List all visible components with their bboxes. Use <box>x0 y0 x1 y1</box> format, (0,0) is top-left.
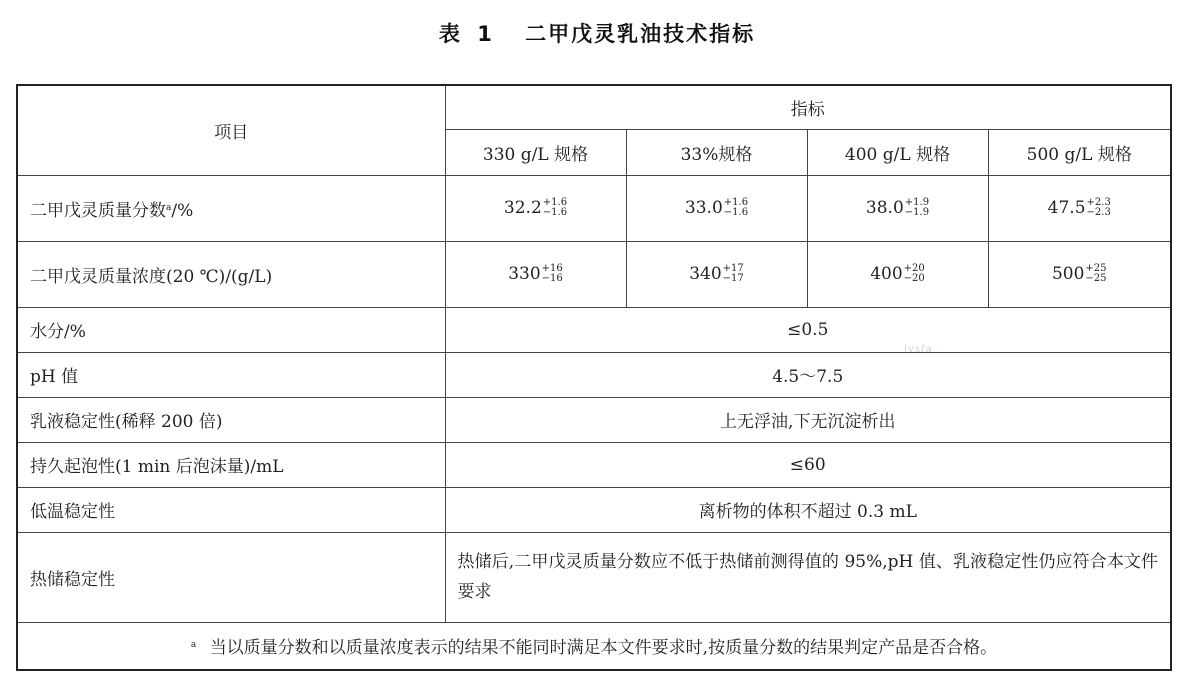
merged-value-cell: ≤60 <box>445 442 1171 487</box>
merged-value-cell: 4.5～7.5 <box>445 352 1171 397</box>
tolerance-plus: +1.6 <box>542 197 568 209</box>
value-base: 38.0 <box>865 197 904 218</box>
row-label: pH 值 <box>17 352 445 397</box>
tolerance-minus: −1.9 <box>904 207 930 219</box>
footnote-text: 当以质量分数和以质量浓度表示的结果不能同时满足本文件要求时,按质量分数的结果判定产品是否合格。 <box>209 638 998 659</box>
table-header-row <box>17 85 1171 129</box>
value-base: 400 <box>870 263 903 284</box>
row-label: 乳液稳定性(稀释 200 倍) <box>17 397 445 442</box>
row-label: 二甲戊灵质量浓度(20 ℃)/(g/L) <box>17 241 445 307</box>
tolerance-minus: −17 <box>722 273 744 285</box>
value-base: 340 <box>689 263 722 284</box>
watermark-text: Ivsfa <box>904 344 933 355</box>
tolerance-plus: +25 <box>1085 263 1107 275</box>
merged-value-cell: ≤0.5 <box>445 307 1171 352</box>
table-row <box>17 307 1171 352</box>
table-title-number: 1 <box>477 22 494 46</box>
table-row <box>17 352 1171 397</box>
tolerance-minus: −2.3 <box>1086 207 1111 219</box>
table-row <box>17 487 1171 532</box>
value-cell <box>988 241 1171 307</box>
row-label: 低温稳定性 <box>17 487 445 532</box>
footnote-cell <box>17 622 1171 670</box>
footnote-marker: a <box>166 202 172 213</box>
row-label-unit: /% <box>171 200 194 221</box>
table-row <box>17 532 1171 622</box>
value-base: 33.0 <box>684 197 723 218</box>
table-row <box>17 175 1171 241</box>
header-indicator: 指标 <box>445 85 1171 129</box>
tolerance-minus: −25 <box>1085 273 1107 285</box>
table-title-text: 二甲戊灵乳油技术指标 <box>525 22 756 46</box>
value-cell <box>626 241 807 307</box>
tolerance-minus: −20 <box>903 273 925 285</box>
row-label: 热储稳定性 <box>17 532 445 622</box>
header-item: 项目 <box>17 85 445 175</box>
value-base: 500 <box>1051 263 1085 284</box>
merged-value-cell: 热储后,二甲戊灵质量分数应不低于热储前测得值的 95%,pH 值、乳液稳定性仍应符合本文件要求 <box>445 532 1171 622</box>
header-spec: 400 g/L 规格 <box>807 129 988 175</box>
merged-value-cell: 上无浮油,下无沉淀析出 <box>445 397 1171 442</box>
value-cell <box>807 175 988 241</box>
merged-value-cell: 离析物的体积不超过 0.3 mL <box>445 487 1171 532</box>
footnote-row <box>17 622 1171 670</box>
table-title <box>0 18 1194 48</box>
tolerance-plus: +16 <box>541 263 563 275</box>
value-base: 47.5 <box>1047 197 1086 218</box>
tolerance-plus: +1.9 <box>904 197 930 209</box>
tolerance-minus: −1.6 <box>723 207 749 219</box>
tolerance-plus: +2.3 <box>1086 197 1111 209</box>
tolerance-plus: +1.6 <box>723 197 749 209</box>
table-title-prefix: 表 <box>438 22 462 46</box>
value-base: 330 <box>508 263 541 284</box>
row-label: 持久起泡性(1 min 后泡沫量)/mL <box>17 442 445 487</box>
header-spec: 330 g/L 规格 <box>445 129 626 175</box>
row-label <box>17 175 445 241</box>
value-cell <box>807 241 988 307</box>
row-label: 水分/% <box>17 307 445 352</box>
header-spec: 500 g/L 规格 <box>988 129 1171 175</box>
value-cell <box>988 175 1171 241</box>
value-cell <box>445 241 626 307</box>
value-cell <box>445 175 626 241</box>
tolerance-plus: +20 <box>903 263 925 275</box>
header-spec: 33%规格 <box>626 129 807 175</box>
tolerance-minus: −16 <box>541 273 563 285</box>
tolerance-plus: +17 <box>722 263 744 275</box>
row-label-text: 二甲戊灵质量分数 <box>30 200 166 221</box>
spec-table <box>16 84 1172 671</box>
footnote-marker: a <box>190 640 197 651</box>
table-row <box>17 241 1171 307</box>
tolerance-minus: −1.6 <box>542 207 568 219</box>
value-cell <box>626 175 807 241</box>
table-row <box>17 442 1171 487</box>
value-base: 32.2 <box>503 197 542 218</box>
table-row <box>17 397 1171 442</box>
